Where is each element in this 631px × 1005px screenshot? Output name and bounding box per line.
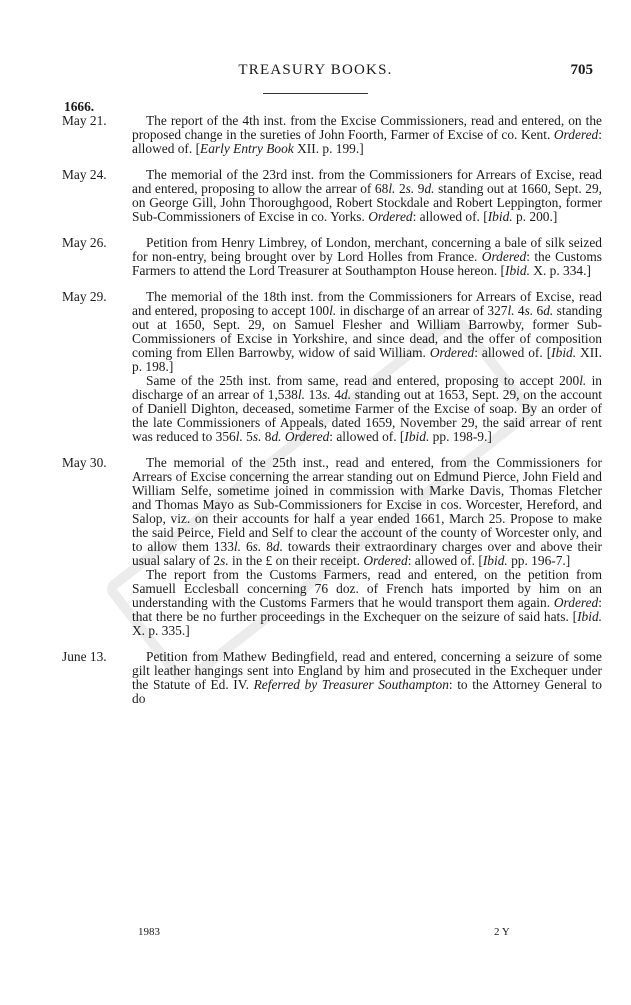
italic-text: d. [271,429,282,444]
entry [62,290,602,444]
text-run: X. p. 334.] [529,263,591,278]
italic-text: l. [507,303,515,318]
text-run: XII. p. 199.] [293,141,364,156]
text-run: p. 200.] [512,209,558,224]
italic-text: Ibid. [505,263,530,278]
text-run: XII. p. 198.] [132,345,602,374]
entry-paragraph [132,650,602,706]
italic-text: Ordered [284,429,330,444]
text-run: The memorial of the 18th inst. from the Commissioners for Arrears of Excise, read and entered, proposing to accept 100 [132,289,602,318]
entry-body [132,114,602,156]
text-run: standing out at 1653, Sept. 29, on the account of Daniell Dighton, deceased, sometime Farmer of the Excise of soap. By an order of the late Commissioners of Appeals, dated 1659, November 29, the said arrear of rent was reduced to 356 [132,387,603,444]
italic-text: Ordered [481,249,527,264]
italic-text: s. [252,539,262,554]
entry-date: May 21. [62,113,107,128]
text-run: 8 [261,539,273,554]
italic-text: l. [329,303,337,318]
header-rule [263,93,368,94]
entry-paragraph [132,114,602,156]
italic-text: d. [341,387,352,402]
text-run: 8 [261,429,272,444]
italic-text: d. [543,303,554,318]
entries-list [62,100,602,706]
text-run: Same of the 25th inst. from same, read and entered, proposing to accept 200 [146,373,580,388]
italic-text: Ordered [429,345,475,360]
italic-text: l. [579,373,587,388]
italic-text: s. [252,429,262,444]
entry-body [132,290,602,444]
entry [62,236,602,278]
sheet-mark: 2 Y [494,926,510,938]
text-run: in the £ on their receipt. [228,553,364,568]
italic-text: s. [220,553,229,568]
text-run: pp. 196-7.] [507,553,571,568]
text-run: The report from the Customs Farmers, read and entered, on the petition from Samuell Ecclesball concerning 76 doz. of French hats imported by him on an understanding with the Customs Farmers that he would transport them again. [132,567,602,610]
entry-paragraph [132,456,602,568]
entry-paragraph [132,374,602,444]
page-footer [0,926,631,942]
text-run: : to the Attorney General to do [132,677,602,706]
italic-text: d. [424,181,435,196]
italic-text: Ibid. [551,345,577,360]
italic-text: l. [235,429,243,444]
text-run: The memorial of the 23rd inst. from the Commissioners for Arrears of Excise, read and entered, proposing to allow the arrear of 68 [132,167,602,196]
entry [62,114,602,156]
italic-text: Referred by Treasurer Southampton [253,677,449,692]
italic-text: Ordered [363,553,408,568]
entry-body [132,650,602,706]
text-run: X. p. 335.] [132,623,190,638]
entry [62,168,602,224]
entry-body [132,456,602,638]
entry [62,456,602,638]
running-title: TREASURY BOOKS. [238,62,393,78]
text-run: standing out at 1650, Sept. 29, on Samuel Flesher and William Barrowby, former Sub-Commissioners of Excise in Yorkshire, and since dead, and the offer of composition coming from Ellen Barrowby, widow of said William. [132,303,603,360]
entry-date: June 13. [62,649,107,664]
entry-body [132,168,602,224]
italic-text: Ibid. [482,553,508,568]
text-run: 13 [304,387,323,402]
italic-text: l. [388,181,396,196]
italic-text: s. [524,303,534,318]
text-run: : that there be no further proceedings in the Exchequer on the seizure of said hats. [ [132,595,602,624]
text-run: 4 [330,387,342,402]
italic-text: s. [405,181,415,196]
entry-paragraph [132,236,602,278]
italic-text: Ordered [368,209,413,224]
italic-text: l. [233,539,241,554]
entry-paragraph [132,568,602,638]
page-number: 705 [570,62,593,78]
text-run: : allowed of. [ [329,429,405,444]
text-run: : the Customs Farmers to attend the Lord Treasurer at Southampton House hereon. [ [132,249,602,278]
text-run: in discharge of an arrear of 1,538 [132,373,602,402]
entry-date: May 24. [62,167,107,182]
text-run: : allowed of. [ [474,345,552,360]
text-run: The report of the 4th inst. from the Excise Commissioners, read and entered, on the proposed change in the sureties of John Foorth, Farmer of Excise of co. Kent. [132,113,602,142]
entry-date: May 30. [62,455,107,470]
entry-paragraph [132,168,602,224]
entries-container [62,114,602,706]
entry-date: May 26. [62,235,107,250]
text-run: pp. 198-9.] [429,429,492,444]
italic-text: Ibid. [577,609,602,624]
entry-body [132,236,602,278]
italic-text: l. [297,387,305,402]
text-run: Petition from Mathew Bedingfield, read and entered, concerning a seizure of some gilt leather hangings sent into England by him and prosecuted in the Exchequer under the Statute of Ed. IV. [132,649,602,692]
year-heading: 1666. [64,99,95,114]
text-run: 5 [242,429,253,444]
italic-text: Ordered [553,127,599,142]
text-run: 6 [241,539,253,554]
text-run: : allowed of. [ [407,553,483,568]
entry [62,650,602,706]
text-run: The memorial of the 25th inst., read and entered, from the Commissioners for Arrears of Excise concerning the arrear standing out on Edmund Pierce, John Field and William Selfe, sometime joined in commission with Marke Davis, Thomas Fletcher and Thomas Mayo as Sub-Commissioners for Excise in cos. Worcester, Hereford, and Salop, viz. on their accounts for half a year ended 1661, March 25. Propose to make the said Peirce, Field and Self to clear the account of the county of Worcester only, and to allow them 133 [132,455,602,554]
text-run: Petition from Henry Limbrey, of London, merchant, concerning a bale of silk seized for non-entry, being brought over by Lord Holles from France. [132,235,602,264]
italic-text: s. [322,387,331,402]
text-run: : allowed of. [ [412,209,488,224]
text-run: 9 [414,181,425,196]
text-run: in discharge of an arrear of 327 [336,303,508,318]
italic-text: Ordered [553,595,599,610]
entry-paragraph [132,290,602,374]
italic-text: Ibid. [404,429,430,444]
running-head [0,62,631,84]
italic-text: d. [272,539,283,554]
text-run: 6 [533,303,544,318]
text-run: : allowed of. [ [132,127,602,156]
text-run: standing out at 1660, Sept. 29, on George Gill, John Thoroughgood, Robert Stockdale and Robert Leppington, former Sub-Commissioners of Excise in co. Yorks. [132,181,602,224]
italic-text: Ibid. [487,209,513,224]
entry-date: May 29. [62,289,107,304]
text-run: towards their extraordinary charges over and above their usual salary of 2 [132,539,603,568]
text-run: 4 [514,303,525,318]
italic-text: Early Entry Book [200,141,294,156]
signature-mark: 1983 [138,926,160,938]
text-run: 2 [395,181,406,196]
